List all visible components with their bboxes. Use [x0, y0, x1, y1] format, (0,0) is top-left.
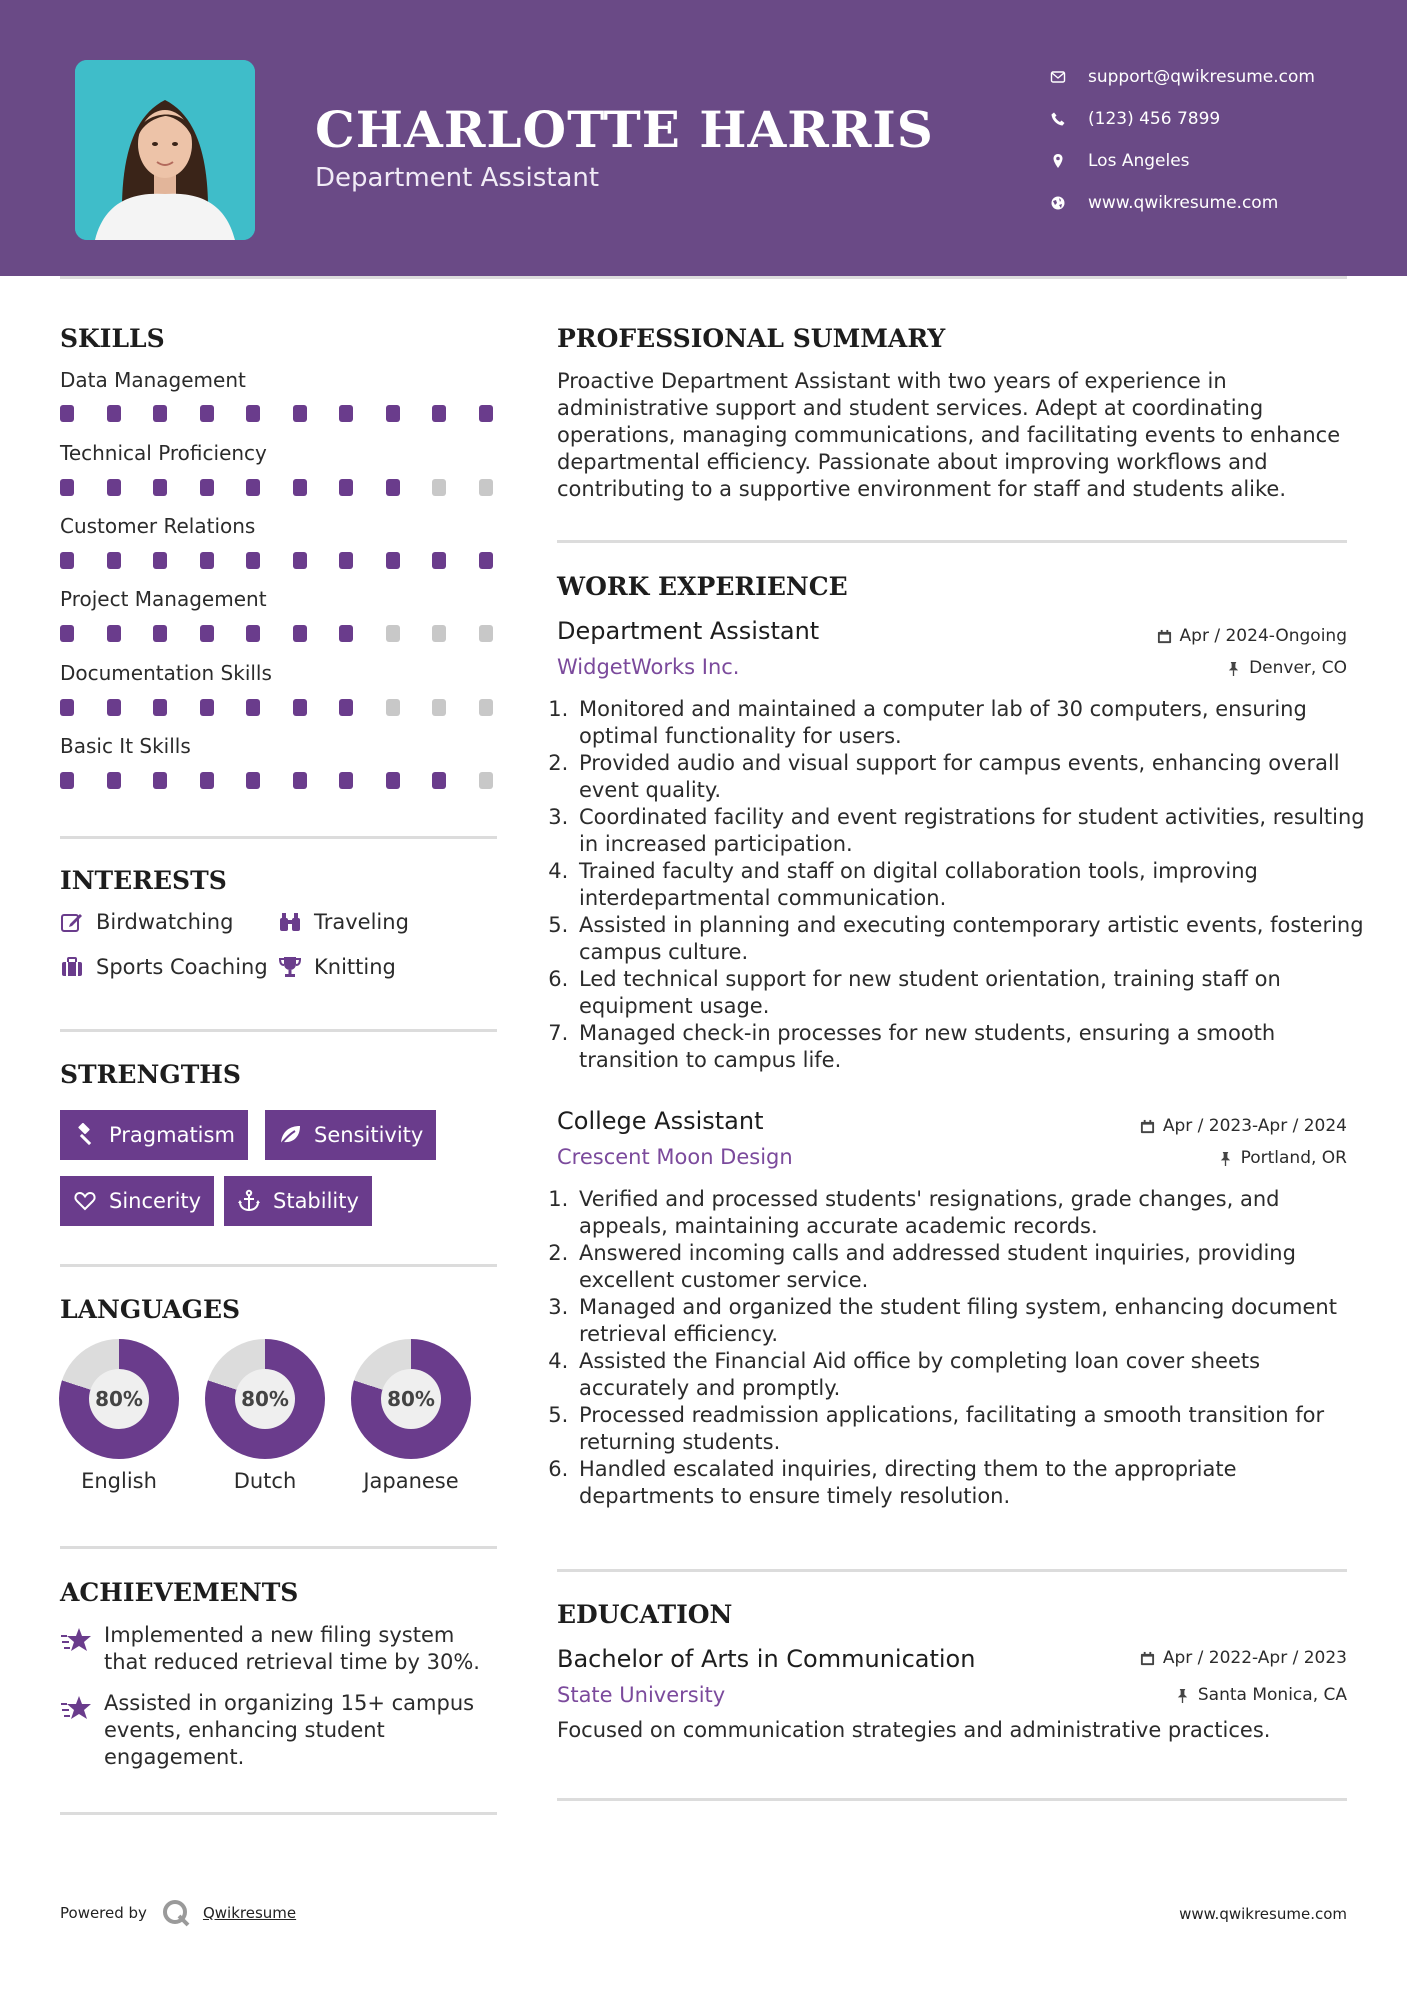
interests-heading: INTERESTS — [60, 866, 227, 895]
trophy-icon — [278, 955, 302, 979]
job-bullet: 1. Monitored and maintained a computer lab of 30 computers, ensuring optimal functionality for users. — [575, 696, 1370, 750]
profile-photo — [75, 60, 255, 240]
language-name: Japanese — [363, 1469, 459, 1493]
summary-heading: PROFESSIONAL SUMMARY — [557, 324, 946, 353]
calendar-icon — [1140, 1651, 1155, 1666]
job-bullet: 4. Trained faculty and staff on digital collaboration tools, improving interdepartmental communication. — [575, 858, 1370, 912]
job-bullet: 6. Led technical support for new student orientation, training staff on equipment usage. — [575, 966, 1370, 1020]
interest-item: Birdwatching — [60, 910, 233, 934]
job-bullet: 7. Managed check-in processes for new students, ensuring a smooth transition to campus life. — [575, 1020, 1370, 1074]
contact-location: Los Angeles — [1050, 140, 1315, 182]
education-heading: EDUCATION — [557, 1600, 733, 1629]
skill-dot-filled — [107, 772, 121, 789]
skill-dot-filled — [107, 405, 121, 422]
job-bullet: 4. Assisted the Financial Aid office by completing loan cover sheets accurately and promptly. — [575, 1348, 1370, 1402]
language-item — [205, 1339, 325, 1493]
skill-dot-filled — [339, 625, 353, 642]
skill-dot-filled — [200, 625, 214, 642]
skill-dot-filled — [293, 552, 307, 569]
job-bullet: 5. Processed readmission applications, facilitating a smooth transition for returning students. — [575, 1402, 1370, 1456]
language-percent: 80% — [235, 1369, 295, 1429]
skill-dot-filled — [339, 552, 353, 569]
education-location: Santa Monica, CA — [1175, 1685, 1347, 1705]
skill-dot-filled — [153, 699, 167, 716]
skill-dot-filled — [246, 405, 260, 422]
skill-dot-filled — [432, 772, 446, 789]
language-progress-ring — [59, 1339, 179, 1459]
header-divider — [60, 276, 1347, 279]
skill-dot-empty — [386, 625, 400, 642]
binoculars-icon — [278, 910, 302, 934]
job-bullet: 2. Provided audio and visual support for campus events, enhancing overall event quality. — [575, 750, 1370, 804]
degree-title: Bachelor of Arts in Communication — [557, 1645, 976, 1673]
job-bullet: 2. Answered incoming calls and addressed student inquiries, providing excellent customer service. — [575, 1240, 1370, 1294]
skill-dot-filled — [60, 405, 74, 422]
company-name: Crescent Moon Design — [557, 1145, 793, 1169]
skill-dot-filled — [339, 772, 353, 789]
experience-heading: WORK EXPERIENCE — [557, 572, 848, 601]
skill-dot-filled — [107, 699, 121, 716]
skill-dot-filled — [293, 699, 307, 716]
skill-dot-filled — [339, 405, 353, 422]
briefcase-icon — [60, 955, 84, 979]
skill-label: Project Management — [60, 587, 267, 611]
gavel-icon — [73, 1123, 97, 1147]
skill-dot-filled — [200, 479, 214, 496]
skill-dot-filled — [386, 479, 400, 496]
skills-heading: SKILLS — [60, 324, 165, 353]
skill-dot-filled — [60, 772, 74, 789]
skill-dot-filled — [200, 552, 214, 569]
skill-dot-empty — [432, 479, 446, 496]
skill-dot-filled — [107, 552, 121, 569]
skill-dot-filled — [386, 772, 400, 789]
languages-heading: LANGUAGES — [60, 1295, 241, 1324]
skill-dot-filled — [479, 405, 493, 422]
skill-dot-filled — [200, 405, 214, 422]
skill-dot-filled — [246, 772, 260, 789]
skill-dot-empty — [479, 772, 493, 789]
skill-label: Documentation Skills — [60, 661, 272, 685]
qwikresume-link[interactable]: Qwikresume — [202, 1904, 297, 1922]
achievement-text: Implemented a new filing system that reduced retrieval time by 30%. — [104, 1623, 480, 1674]
job-bullets — [557, 696, 1370, 1074]
skill-rating — [60, 625, 525, 642]
job-location: Denver, CO — [1226, 658, 1347, 678]
achievements-heading: ACHIEVEMENTS — [60, 1578, 299, 1607]
pushpin-icon — [1175, 1688, 1190, 1703]
skill-label: Technical Proficiency — [60, 441, 267, 465]
calendar-icon — [1157, 629, 1172, 644]
job-bullet: 3. Coordinated facility and event registrations for student activities, resulting in increased participation. — [575, 804, 1370, 858]
skill-dot-empty — [432, 625, 446, 642]
skill-dot-filled — [60, 699, 74, 716]
education-dates: Apr / 2022-Apr / 2023 — [1140, 1648, 1347, 1668]
contact-email[interactable]: support@qwikresume.com — [1050, 56, 1315, 98]
skill-dot-filled — [153, 405, 167, 422]
strengths-heading: STRENGTHS — [60, 1060, 241, 1089]
skill-label: Basic It Skills — [60, 734, 191, 758]
candidate-role: Department Assistant — [315, 163, 600, 193]
skill-label: Customer Relations — [60, 514, 256, 538]
language-percent: 80% — [381, 1369, 441, 1429]
education-description: Focused on communication strategies and administrative practices. — [557, 1718, 1271, 1742]
skill-dot-filled — [432, 552, 446, 569]
language-percent: 80% — [89, 1369, 149, 1429]
school-name: State University — [557, 1683, 726, 1707]
skill-label: Data Management — [60, 368, 246, 392]
skill-dot-empty — [432, 699, 446, 716]
anchor-icon — [237, 1189, 261, 1213]
pencil-square-icon — [60, 910, 84, 934]
heart-icon — [73, 1189, 97, 1213]
section-divider — [60, 1029, 497, 1032]
skill-dot-filled — [153, 625, 167, 642]
section-divider — [60, 1812, 497, 1815]
skill-dot-filled — [246, 552, 260, 569]
section-divider — [60, 836, 497, 839]
skill-rating — [60, 479, 525, 496]
skill-dot-filled — [60, 552, 74, 569]
skill-dot-filled — [386, 552, 400, 569]
skill-dot-filled — [432, 405, 446, 422]
job-location: Portland, OR — [1218, 1148, 1347, 1168]
skill-dot-filled — [246, 699, 260, 716]
skill-dot-filled — [153, 552, 167, 569]
skill-dot-filled — [293, 479, 307, 496]
language-progress-ring — [205, 1339, 325, 1459]
skill-dot-empty — [479, 699, 493, 716]
skill-rating — [60, 552, 525, 569]
strength-tag: Sincerity — [60, 1176, 214, 1226]
job-dates: Apr / 2024-Ongoing — [1157, 626, 1347, 646]
interest-item: Knitting — [278, 955, 396, 979]
skill-dot-filled — [479, 552, 493, 569]
skill-rating — [60, 405, 525, 422]
leaf-icon — [278, 1123, 302, 1147]
envelope-icon — [1050, 69, 1078, 85]
job-bullet: 1. Verified and processed students' resignations, grade changes, and appeals, maintaining accurate academic records. — [575, 1186, 1370, 1240]
job-dates: Apr / 2023-Apr / 2024 — [1140, 1116, 1347, 1136]
skill-dot-filled — [293, 625, 307, 642]
skill-dot-empty — [479, 625, 493, 642]
skill-dot-filled — [339, 479, 353, 496]
job-bullets — [557, 1186, 1370, 1510]
strength-tag: Stability — [224, 1176, 372, 1226]
skill-dot-filled — [153, 772, 167, 789]
language-progress-ring — [351, 1339, 471, 1459]
skill-dot-filled — [339, 699, 353, 716]
language-name: Dutch — [233, 1469, 297, 1493]
pushpin-icon — [1218, 1151, 1233, 1166]
language-name: English — [81, 1469, 157, 1493]
phone-icon — [1050, 111, 1078, 127]
section-divider — [557, 540, 1347, 543]
qwikresume-logo-icon — [161, 1898, 191, 1928]
contact-phone[interactable]: (123) 456 7899 — [1050, 98, 1315, 140]
footer-website[interactable]: www.qwikresume.com — [1179, 1905, 1347, 1923]
language-item — [351, 1339, 471, 1493]
pushpin-icon — [1226, 661, 1241, 676]
skill-dot-filled — [107, 625, 121, 642]
calendar-icon — [1140, 1119, 1155, 1134]
summary-text: Proactive Department Assistant with two years of experience in administrative support and student services. Adept at coordinating operations, managing communications, and facilitating events to enhance departmental efficiency. Passionate about improving workflows and contributing to a supportive environment for staff and students alike. — [557, 369, 1341, 501]
skill-dot-empty — [386, 699, 400, 716]
skill-dot-filled — [200, 699, 214, 716]
skill-dot-filled — [200, 772, 214, 789]
skill-dot-filled — [293, 772, 307, 789]
profile-portrait-image — [75, 60, 255, 240]
job-bullet: 3. Managed and organized the student filing system, enhancing document retrieval efficiency. — [575, 1294, 1370, 1348]
globe-icon — [1050, 195, 1078, 211]
contact-website[interactable]: www.qwikresume.com — [1050, 182, 1315, 224]
skill-dot-filled — [246, 625, 260, 642]
job-title: Department Assistant — [557, 617, 820, 645]
strength-tag: Pragmatism — [60, 1110, 248, 1160]
section-divider — [60, 1264, 497, 1267]
interest-item: Sports Coaching — [60, 955, 268, 979]
candidate-name: CHARLOTTE HARRIS — [315, 100, 934, 159]
header-banner — [0, 0, 1407, 276]
job-bullet: 6. Handled escalated inquiries, directing them to the appropriate departments to ensure timely resolution. — [575, 1456, 1370, 1510]
strength-tag: Sensitivity — [265, 1110, 436, 1160]
job-title: College Assistant — [557, 1107, 764, 1135]
star-badge-icon — [60, 1694, 92, 1722]
skill-dot-filled — [293, 405, 307, 422]
skill-rating — [60, 699, 525, 716]
footer-powered-by: Powered by Qwikresume — [60, 1898, 296, 1928]
skill-dot-filled — [246, 479, 260, 496]
skill-dot-filled — [60, 479, 74, 496]
achievement-text: Assisted in organizing 15+ campus events, enhancing student engagement. — [104, 1691, 475, 1769]
interest-item: Traveling — [278, 910, 409, 934]
section-divider — [557, 1569, 1347, 1572]
achievement-item — [60, 1690, 500, 1771]
contact-list — [1050, 56, 1315, 224]
map-pin-icon — [1050, 153, 1078, 169]
skill-dot-filled — [60, 625, 74, 642]
achievement-item — [60, 1622, 500, 1676]
skill-dot-filled — [107, 479, 121, 496]
skill-rating — [60, 772, 525, 789]
company-name: WidgetWorks Inc. — [557, 655, 740, 679]
star-badge-icon — [60, 1626, 92, 1654]
language-item — [59, 1339, 179, 1493]
skill-dot-empty — [479, 479, 493, 496]
skill-dot-filled — [386, 405, 400, 422]
section-divider — [60, 1546, 497, 1549]
skill-dot-filled — [153, 479, 167, 496]
section-divider — [557, 1798, 1347, 1801]
job-bullet: 5. Assisted in planning and executing contemporary artistic events, fostering campus culture. — [575, 912, 1370, 966]
